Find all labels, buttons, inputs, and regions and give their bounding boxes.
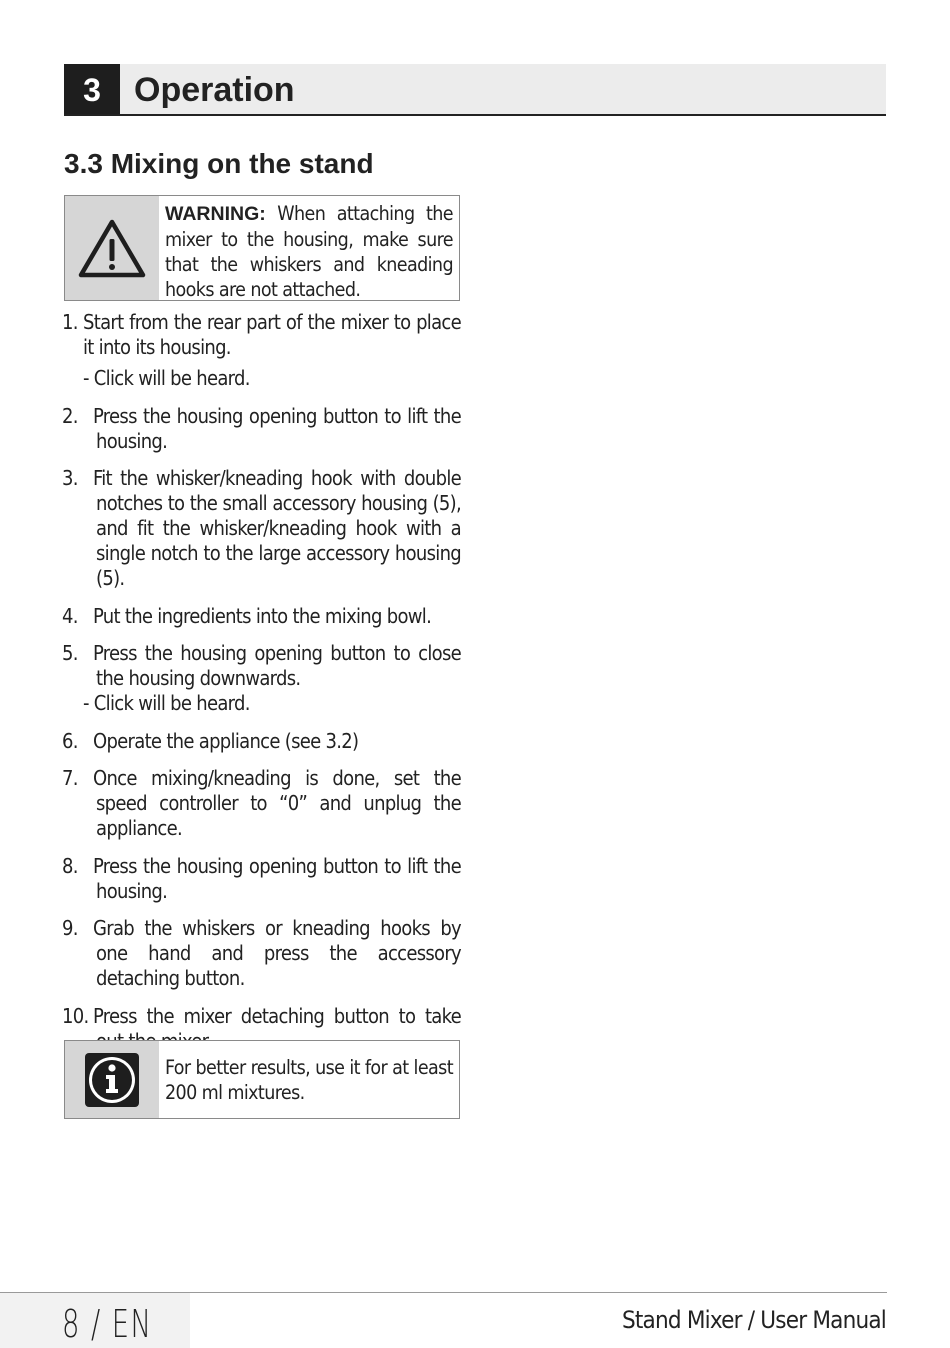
info-icon-cell [65, 1041, 159, 1118]
warning-body: When attaching the mixer to the housing, make sure that the whiskers and kneading hooks are not attached. [165, 202, 453, 301]
list-item [62, 916, 461, 991]
step-text: Press the housing opening button to lift the housing. [93, 853, 461, 903]
warning-box [64, 195, 460, 301]
step-number: 7. [62, 766, 78, 790]
chapter-header [64, 64, 886, 116]
list-item [62, 604, 461, 629]
footer-title: Stand Mixer / User Manual [621, 1306, 886, 1334]
step-number: 8. [62, 853, 78, 878]
warning-icon-cell [65, 196, 159, 300]
warning-triangle-icon [77, 217, 147, 279]
step-note: - Click will be heard. [83, 366, 250, 390]
step-text: Once mixing/kneading is done, set the speed controller to “0” and unplug the appliance. [93, 766, 461, 840]
list-item [62, 466, 461, 591]
step-number: 5. [62, 641, 78, 665]
step-number: 3. [62, 466, 78, 490]
list-item [62, 854, 461, 904]
step-text: Put the ingredients into the mixing bowl. [93, 603, 432, 628]
step-text: Press the housing opening button to lift the housing. [93, 403, 461, 453]
step-number: 4. [62, 603, 78, 628]
list-item [62, 766, 461, 841]
steps-list [62, 310, 461, 1066]
chapter-title: Operation [134, 71, 295, 109]
section-title: 3.3 Mixing on the stand [64, 148, 374, 179]
step-number: 2. [62, 403, 78, 428]
chapter-number: 3 [64, 64, 120, 114]
step-text: Fit the whisker/kneading hook with double notches to the small accessory housing (5), and fit the whisker/kneading hook with a single notch to the large accessory housing (5). [93, 466, 461, 590]
info-text: For better results, use it for at least 200 ml mixtures. [165, 1056, 453, 1104]
list-item [62, 729, 461, 754]
info-box [64, 1040, 460, 1119]
step-number: 10. [62, 1003, 89, 1028]
info-icon [84, 1052, 140, 1108]
page-number: 8 / EN [62, 1302, 153, 1346]
warning-label: WARNING: [165, 203, 266, 225]
step-text: Operate the appliance (see 3.2) [93, 728, 359, 753]
step-number: 6. [62, 728, 78, 753]
list-item [62, 310, 461, 391]
list-item [62, 641, 461, 716]
step-text: Press the housing opening button to close the housing downwards. [93, 641, 461, 690]
warning-text [165, 196, 459, 304]
step-text: Start from the rear part of the mixer to place it into its housing. [83, 310, 461, 359]
step-note: - Click will be heard. [83, 691, 250, 715]
list-item [62, 404, 461, 454]
step-text: Grab the whiskers or kneading hooks by one hand and press the accessory detaching button. [93, 916, 461, 990]
step-number: 9. [62, 916, 78, 940]
step-text: Press the mixer detaching button to take [93, 1003, 461, 1028]
step-number: 1. [62, 310, 78, 334]
